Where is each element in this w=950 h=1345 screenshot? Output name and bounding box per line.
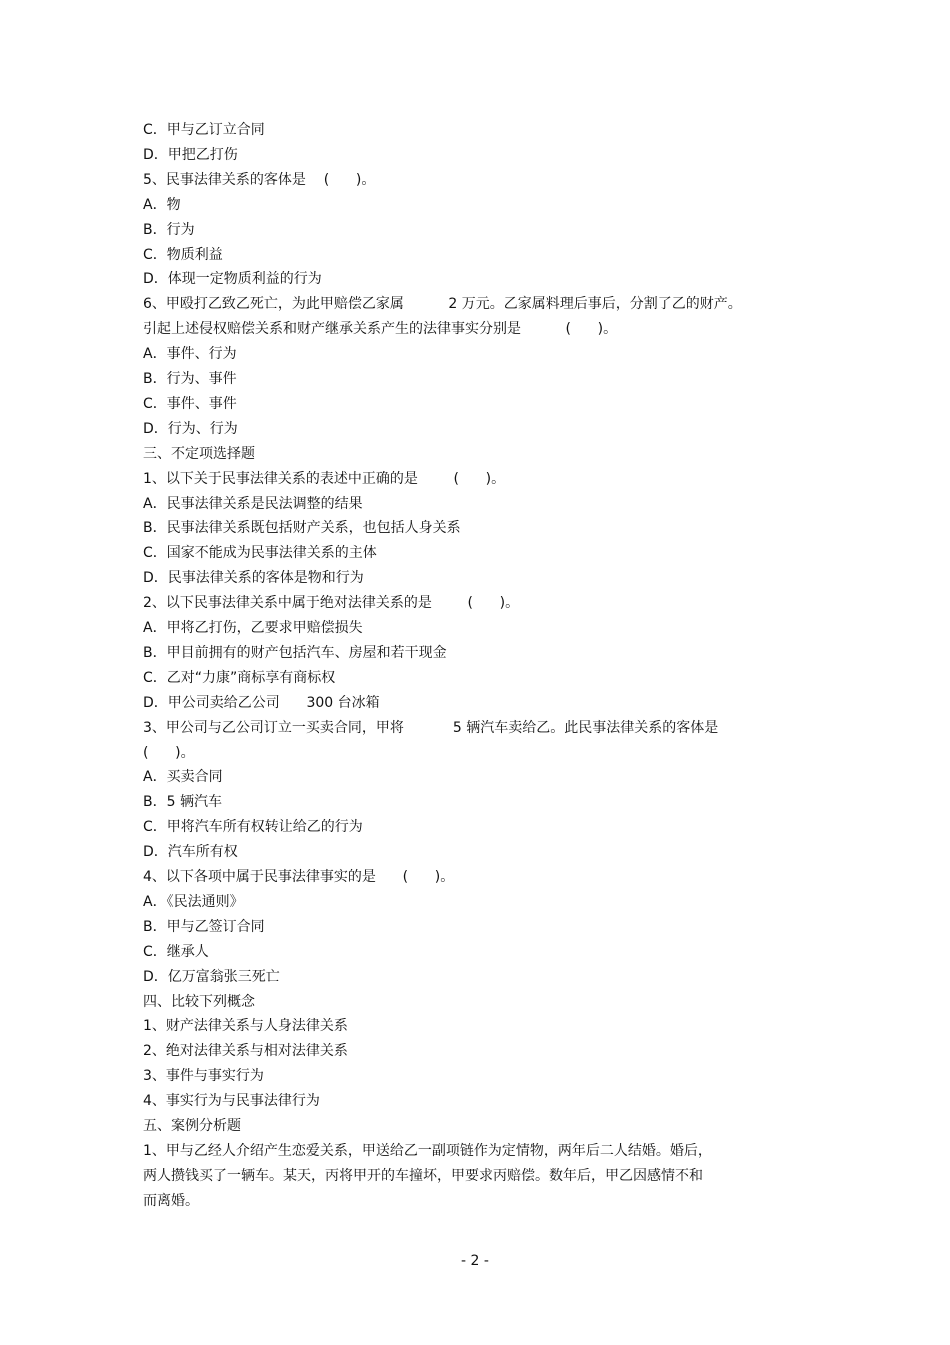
- text-line: B．5 辆汽车: [143, 794, 222, 810]
- text-line: B．甲目前拥有的财产包括汽车、房屋和若干现金: [143, 645, 447, 661]
- text-line: A．物: [143, 197, 181, 213]
- text-line: 5、民事法律关系的客体是 ( )。: [143, 172, 376, 188]
- text-line: D．甲把乙打伤: [143, 147, 238, 163]
- text-line: C．乙对“力康”商标享有商标权: [143, 670, 336, 686]
- text-line: 3、事件与事实行为: [143, 1068, 264, 1084]
- text-line: B．民事法律关系既包括财产关系，也包括人身关系: [143, 520, 461, 536]
- text-line: 1、财产法律关系与人身法律关系: [143, 1018, 348, 1034]
- text-line: 1、以下关于民事法律关系的表述中正确的是 ( )。: [143, 471, 506, 487]
- text-line: 2、绝对法律关系与相对法律关系: [143, 1043, 348, 1059]
- text-line: B．行为: [143, 222, 195, 238]
- text-line: A．买卖合同: [143, 769, 223, 785]
- text-line: 引起上述侵权赔偿关系和财产继承关系产生的法律事实分别是 ( )。: [143, 321, 618, 337]
- page-number: - 2 -: [461, 1253, 489, 1269]
- text-line: D．甲公司卖给乙公司 300 台冰箱: [143, 695, 380, 711]
- text-line: C．物质利益: [143, 247, 223, 263]
- text-line: 2、以下民事法律关系中属于绝对法律关系的是 ( )。: [143, 595, 520, 611]
- text-line: 五、案例分析题: [143, 1118, 241, 1134]
- text-line: D．行为、行为: [143, 421, 238, 437]
- text-line: 3、甲公司与乙公司订立一买卖合同，甲将 5 辆汽车卖给乙。此民事法律关系的客体是: [143, 720, 719, 736]
- text-line: D．体现一定物质利益的行为: [143, 271, 322, 287]
- text-line: 两人攒钱买了一辆车。某天，丙将甲开的车撞坏，甲要求丙赔偿。数年后，甲乙因感情不和: [143, 1168, 703, 1184]
- text-line: 4、以下各项中属于民事法律事实的是 ( )。: [143, 869, 455, 885]
- text-line: D．汽车所有权: [143, 844, 238, 860]
- text-line: B．行为、事件: [143, 371, 237, 387]
- text-line: A．甲将乙打伤，乙要求甲赔偿损失: [143, 620, 363, 636]
- text-line: 6、甲殴打乙致乙死亡，为此甲赔偿乙家属 2 万元。乙家属料理后事后，分割了乙的财产。: [143, 296, 742, 312]
- text-line: A．事件、行为: [143, 346, 237, 362]
- text-line: C．事件、事件: [143, 396, 237, 412]
- text-line: 四、比较下列概念: [143, 994, 255, 1010]
- text-line: ( )。: [143, 745, 195, 761]
- text-line: 三、不定项选择题: [143, 446, 255, 462]
- text-line: 4、事实行为与民事法律行为: [143, 1093, 320, 1109]
- text-line: C．继承人: [143, 944, 209, 960]
- text-line: D．亿万富翁张三死亡: [143, 969, 280, 985]
- text-line: 而离婚。: [143, 1193, 199, 1209]
- text-line: B．甲与乙签订合同: [143, 919, 265, 935]
- text-line: A．《民法通则》: [143, 894, 244, 910]
- text-line: C．甲与乙订立合同: [143, 122, 265, 138]
- text-line: A．民事法律关系是民法调整的结果: [143, 496, 363, 512]
- text-line: 1、甲与乙经人介绍产生恋爱关系，甲送给乙一副项链作为定情物，两年后二人结婚。婚后，: [143, 1143, 712, 1159]
- text-line: C．国家不能成为民事法律关系的主体: [143, 545, 377, 561]
- text-line: C．甲将汽车所有权转让给乙的行为: [143, 819, 363, 835]
- text-line: D．民事法律关系的客体是物和行为: [143, 570, 364, 586]
